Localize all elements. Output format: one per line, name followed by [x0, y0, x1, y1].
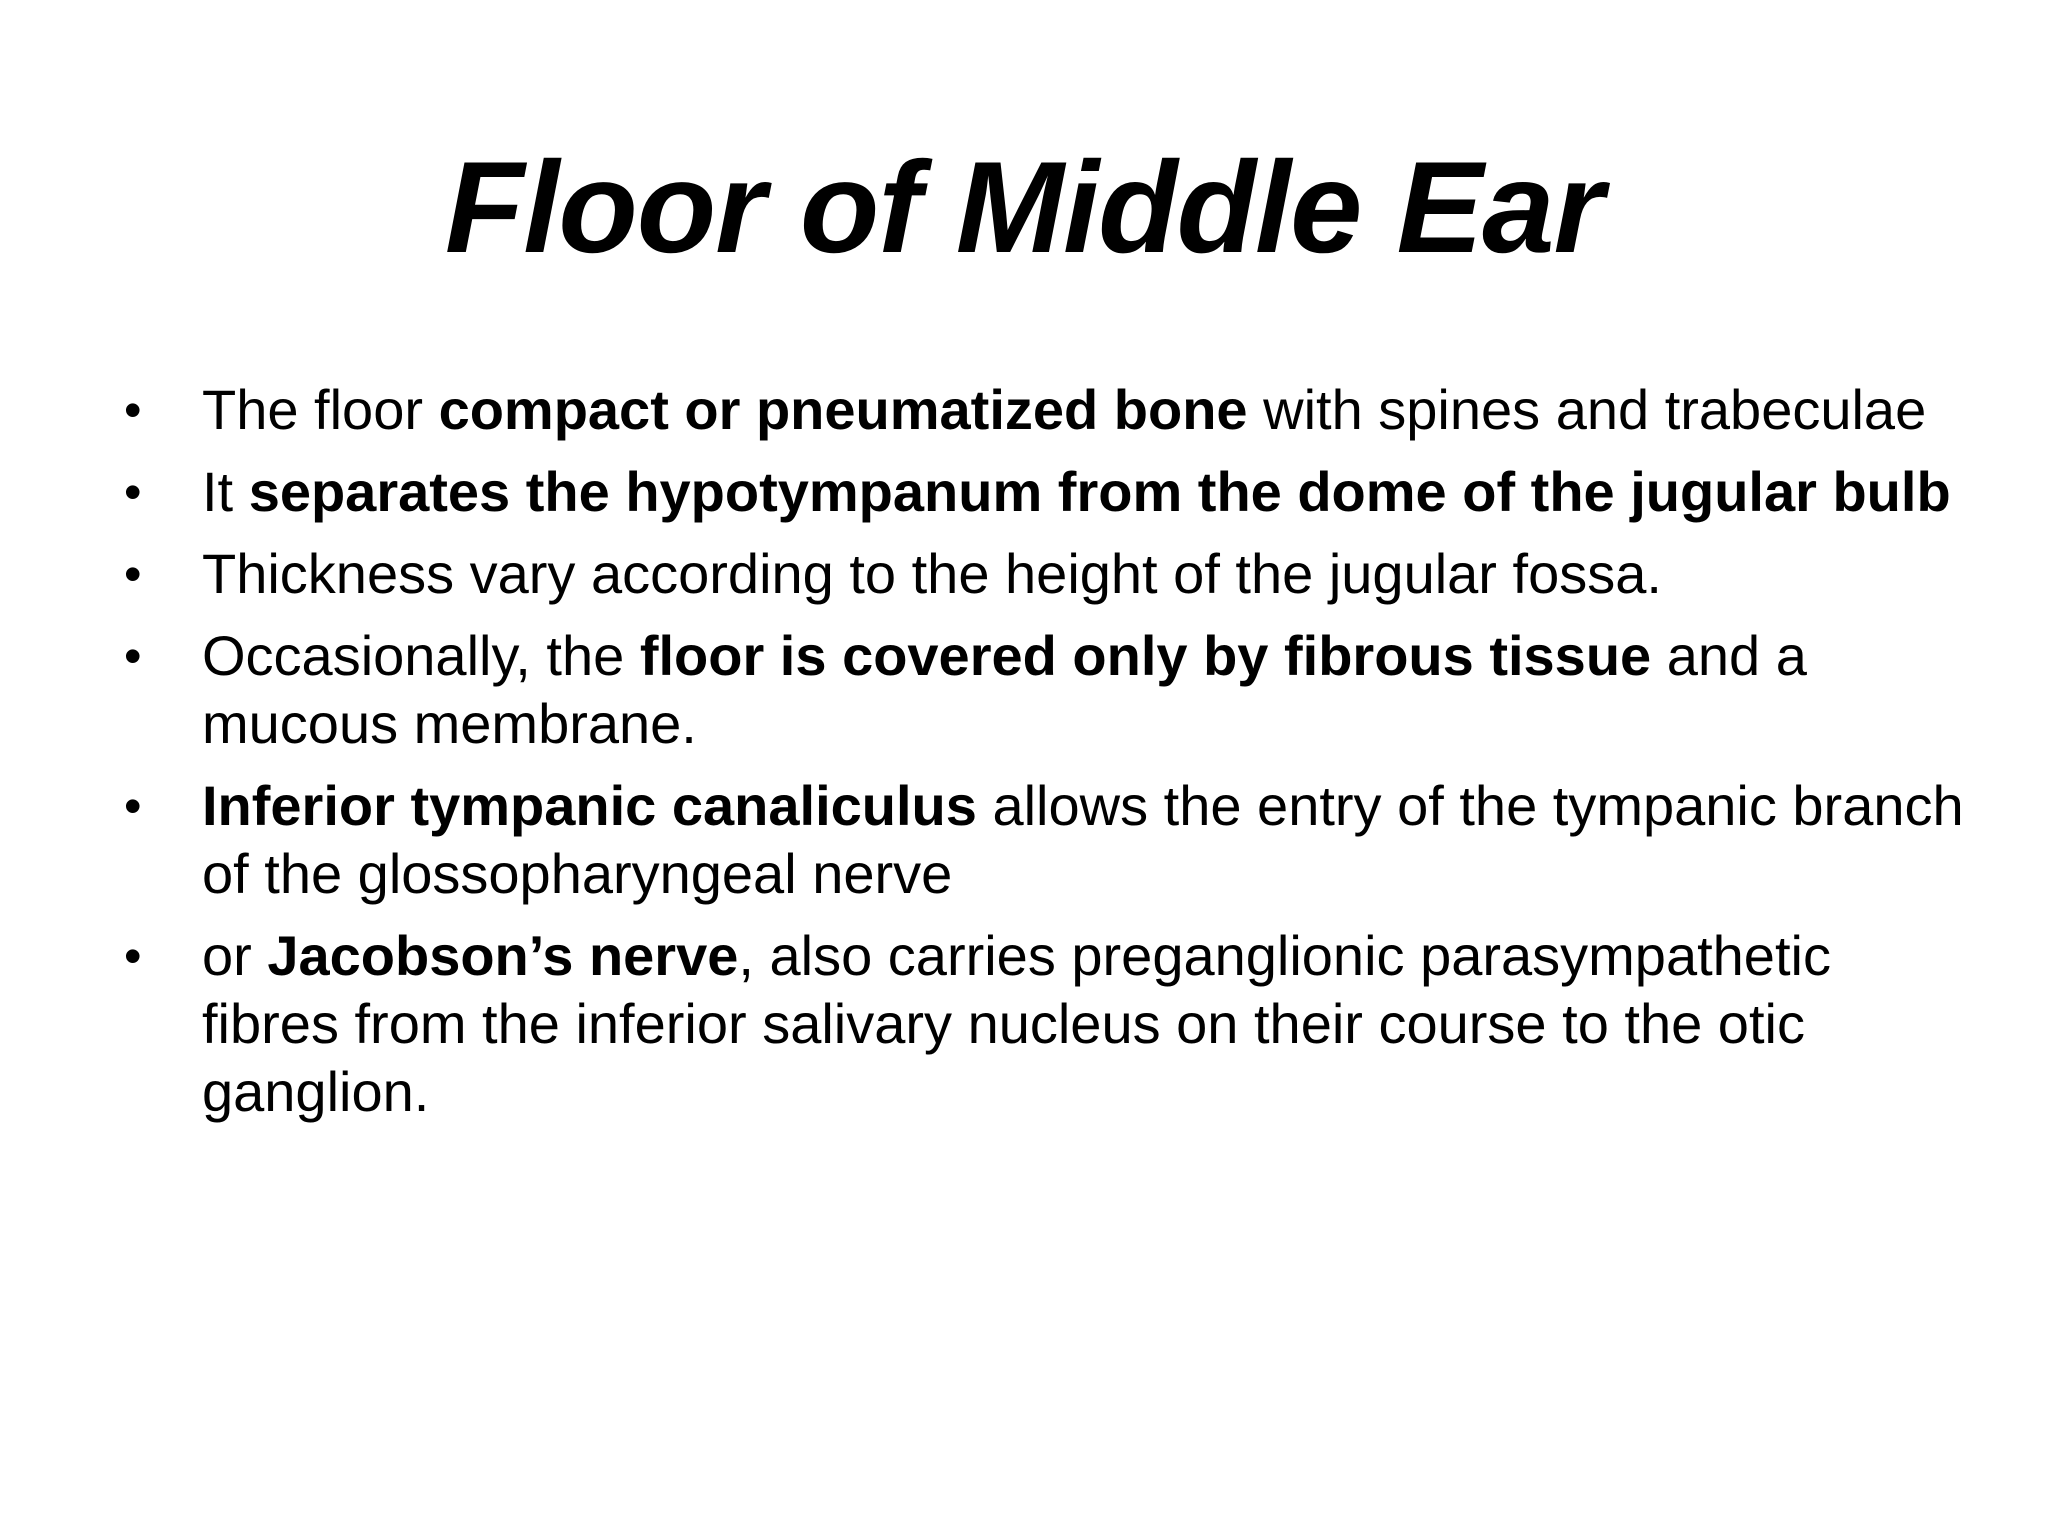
bullet-dot-icon: • — [124, 382, 142, 438]
bullet-text-bold: compact or pneumatized bone — [438, 378, 1248, 441]
bullet-text-plain: Occasionally, the — [202, 624, 640, 687]
bullet-text-plain: allows the entry of the tympanic branch of the glossopharyngeal nerve — [202, 774, 1964, 905]
bullet-text-bold: separates the hypotympanum from the dome of the jugular bulb — [248, 460, 1951, 523]
bullet-item — [0, 772, 2048, 908]
bullet-dot-icon: • — [124, 778, 142, 834]
bullet-text-plain: It — [202, 460, 249, 523]
bullet-dot-icon: • — [124, 628, 142, 684]
bullet-item — [0, 376, 2048, 444]
bullet-dot-icon: • — [124, 546, 142, 602]
bullet-text-plain: Thickness vary according to the height of the jugular fossa. — [202, 542, 1662, 605]
bullet-text-bold: Jacobson’s nerve — [267, 924, 739, 987]
bullet-text-plain: or — [202, 924, 268, 987]
bullet-dot-icon: • — [124, 928, 142, 984]
bullet-item — [0, 622, 2048, 758]
bullet-text-plain: and a mucous membrane. — [202, 624, 1807, 755]
bullet-item — [0, 540, 2048, 608]
slide-title: Floor of Middle Ear — [444, 134, 1604, 280]
bullet-text-bold: Inferior tympanic canaliculus — [202, 774, 977, 837]
bullet-item — [0, 458, 2048, 526]
bullet-text-plain: , also carries preganglionic parasympathetic fibres from the inferior salivary nucleus on their course to the otic ganglion. — [202, 924, 1831, 1123]
bullet-text-plain: with spines and trabeculae — [1247, 378, 1927, 441]
bullet-dot-icon: • — [124, 464, 142, 520]
bullet-list — [0, 376, 2048, 1140]
bullet-text-plain: The floor — [202, 378, 439, 441]
bullet-text-bold: floor is covered only by fibrous tissue — [639, 624, 1652, 687]
bullet-item — [0, 922, 2048, 1126]
